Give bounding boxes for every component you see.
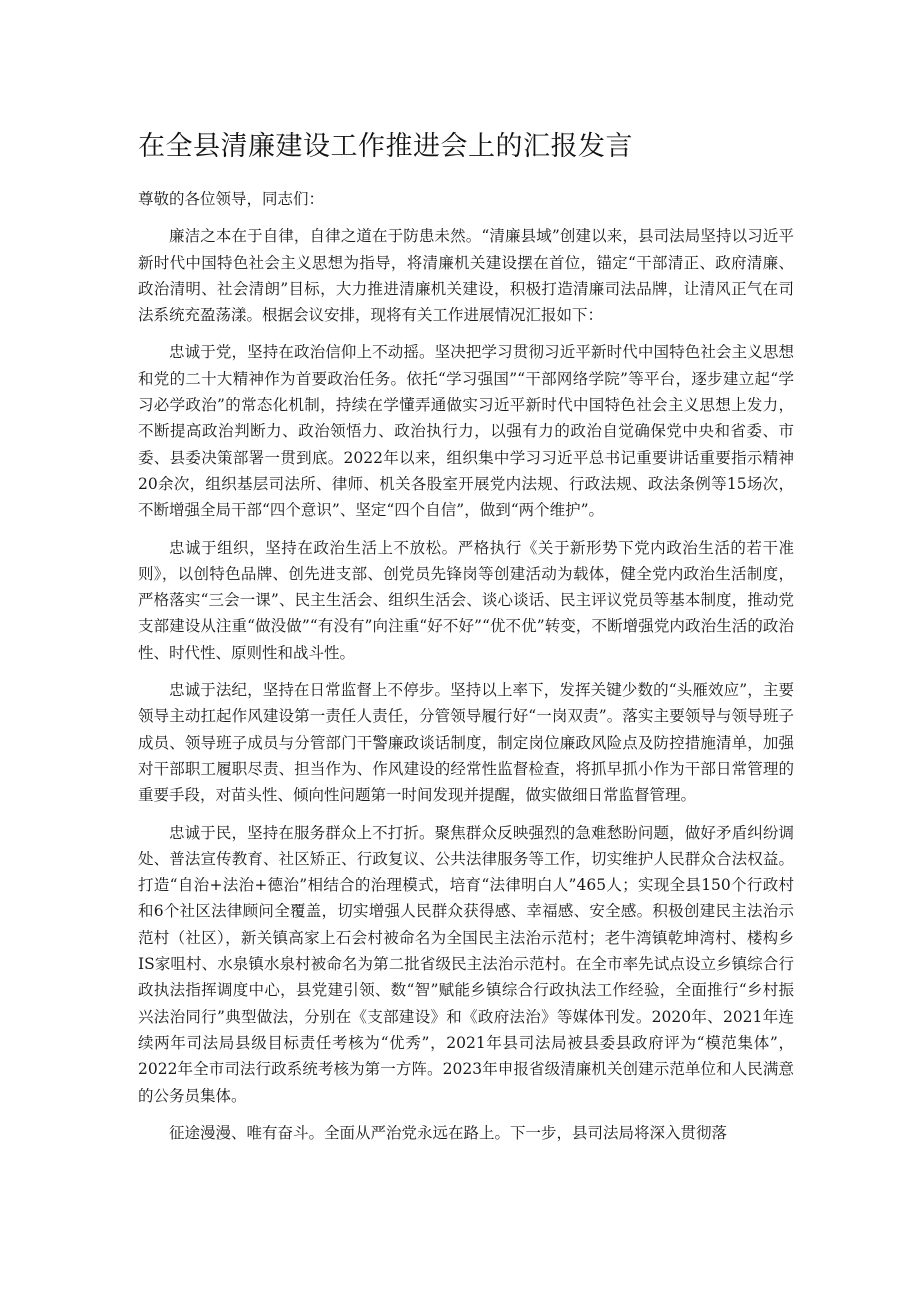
paragraph-next-steps: 征途漫漫、唯有奋斗。全面从严治党永远在路上。下一步，县司法局将深入贯彻落 [169,1123,728,1142]
paragraph-loyal-to-organization: 忠诚于组织，坚持在政治生活上不放松。严格执行《关于新形势下党内政治生活的若干准则》，以创特色品牌、创先进支部、创党员先锋岗等创建活动为载体，健全党内政治生活制度，严格落实“三会一课”、民主生活会、组织生活会、谈心谈话、民主评议党员等基本制度，推动党支部建设从注重“做没做”“有没有”向注重“好不好”“优不优”转变，不断增强党内政治生活的政治性、时代性、原则性和战斗性。 [138,538,794,662]
paragraph-loyal-to-party: 忠诚于党，坚持在政治信仰上不动摇。坚决把学习贯彻习近平新时代中国特色社会主义思想和党的二十大精神作为首要政治任务。依托“学习强国”“干部网络学院”等平台，逐步建立起“学习必学政治”的常态化机制，持续在学懂弄通做实习近平新时代中国特色社会主义思想上发力，不断提高政治判断力、政治领悟力、政治执行力，以强有力的政治自觉确保党中央和省委、市委、县委决策部署一贯到底。2022年以来，组织集中学习习近平总书记重要讲话重要指示精神20余次，组织基层司法所、律师、机关各股室开展党内法规、行政法规、政法条例等15场次，不断增强全局干部“四个意识”、坚定“四个自信”，做到“两个维护”。 [138,343,794,520]
paragraph-loyal-to-law: 忠诚于法纪，坚持在日常监督上不停步。坚持以上率下，发挥关键少数的“头雁效应”，主要领导主动扛起作风建设第一责任人责任，分管领导履行好“一岗双责”。落实主要领导与领导班子成员、领导班子成员与分管部门干警廉政谈话制度，制定岗位廉政风险点及防控措施清单，加强对干部职工履职尽责、担当作为、作风建设的经常性监督检查，将抓早抓小作为干部日常管理的重要手段，对苗头性、倾向性问题第一时间发现并提醒，做实做细日常监督管理。 [138,681,794,805]
document-page [138,128,794,1157]
paragraph-intro: 廉洁之本在于自律，自律之道在于防患未然。“清廉县域”创建以来，县司法局坚持以习近平新时代中国特色社会主义思想为指导，将清廉机关建设摆在首位，锚定“干部清正、政府清廉、政治清明、社会清朗”目标，大力推进清廉机关建设，积极打造清廉司法品牌，让清风正气在司法系统充盈荡漾。根据会议安排，现将有关工作进展情况汇报如下： [138,227,794,325]
salutation: 尊敬的各位领导，同志们： [138,190,325,208]
paragraph-loyal-to-people: 忠诚于民，坚持在服务群众上不打折。聚焦群众反映强烈的急难愁盼问题，做好矛盾纠纷调处、普法宣传教育、社区矫正、行政复议、公共法律服务等工作，切实维护人民群众合法权益。打造“自治+法治+德治”相结合的治理模式，培育“法律明白人”465人；实现全县150个行政村和6个社区法律顾问全覆盖，切实增强人民群众获得感、幸福感、安全感。积极创建民主法治示范村（社区），新关镇高家上石会村被命名为全国民主法治示范村；老牛湾镇乾坤湾村、楼构乡IS家咀村、水泉镇水泉村被命名为第二批省级民主法治示范村。在全市率先试点设立乡镇综合行政执法指挥调度中心，县党建引领、数“智”赋能乡镇综合行政执法工作经验，全面推行“乡村振兴法治同行”典型做法，分别在《支部建设》和《政府法治》等媒体刊发。2020年、2021年连续两年司法局县级目标责任考核为“优秀”，2021年县司法局被县委县政府评为“模范集体”，2022年全市司法行政系统考核为第一方阵。2023年申报省级清廉机关创建示范单位和人民满意的公务员集体。 [138,823,794,1105]
document-title: 在全县清廉建设工作推进会上的汇报发言 [138,131,633,162]
